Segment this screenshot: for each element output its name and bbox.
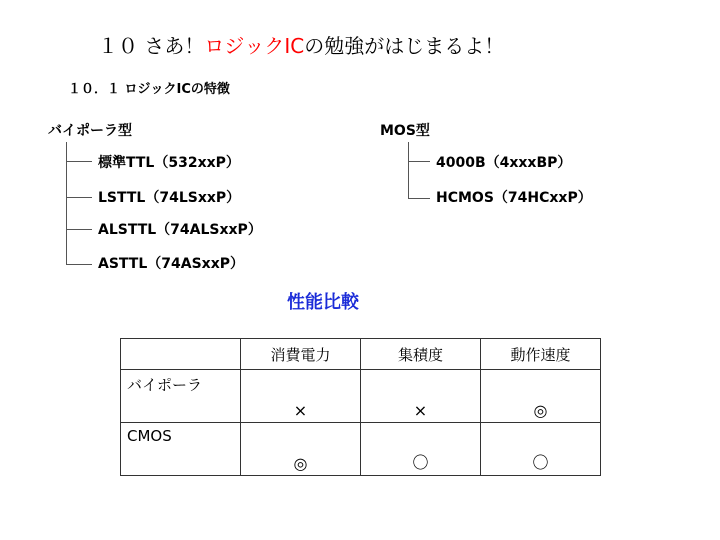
table-corner-cell [121, 339, 241, 370]
cell-bipolar-integration: × [361, 370, 481, 423]
title-prefix: １０ さあ！ [98, 34, 205, 58]
bipolar-item-standard-ttl: 標準TTL（532xxP） [98, 155, 240, 171]
cell-cmos-power: ◎ [241, 423, 361, 476]
page-title [98, 30, 504, 59]
column-integration: 集積度 [361, 339, 481, 370]
table-header-row [121, 339, 601, 370]
bipolar-group-label: バイポーラ型 [48, 123, 132, 139]
bipolar-item-alsttl: ALSTTL（74ALSxxP） [98, 222, 262, 238]
title-suffix: の勉強がはじまるよ！ [304, 34, 505, 58]
cell-bipolar-speed: ◎ [481, 370, 601, 423]
cell-cmos-integration: 〇 [361, 423, 481, 476]
bipolar-item-asttl: ASTTL（74ASxxP） [98, 256, 244, 272]
bipolar-item-lsttl: LSTTL（74LSxxP） [98, 190, 241, 206]
mos-item-4000b: 4000B（4xxxBP） [436, 155, 572, 171]
table-row [121, 370, 601, 423]
table-row [121, 423, 601, 476]
title-highlight: ロジックIC [204, 34, 305, 58]
row-label-bipolar: バイポーラ [121, 370, 241, 423]
performance-heading: 性能比較 [287, 292, 359, 313]
mos-item-hcmos: HCMOS（74HCxxP） [436, 190, 592, 206]
cell-cmos-speed: 〇 [481, 423, 601, 476]
section-subtitle: １０．１ ロジックICの特徴 [68, 82, 230, 97]
column-power: 消費電力 [241, 339, 361, 370]
performance-table [120, 338, 601, 476]
row-label-cmos: CMOS [121, 423, 241, 476]
column-speed: 動作速度 [481, 339, 601, 370]
cell-bipolar-power: × [241, 370, 361, 423]
mos-group-label: MOS型 [380, 123, 430, 139]
